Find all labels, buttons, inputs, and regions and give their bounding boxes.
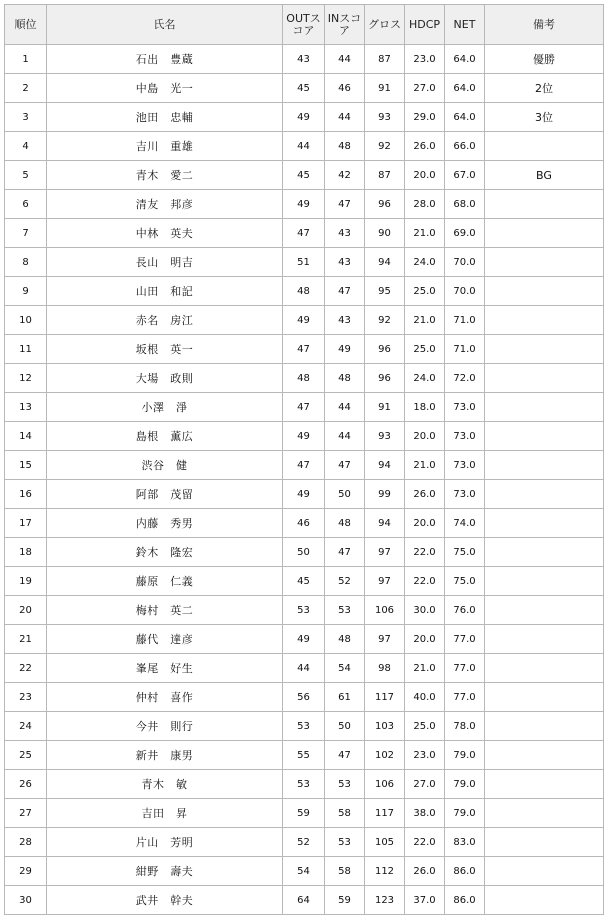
- notes-cell: [485, 712, 604, 741]
- rank-cell: 22: [5, 654, 47, 683]
- name-cell: 片山 芳明: [47, 828, 283, 857]
- name-cell: 吉川 重雄: [47, 132, 283, 161]
- net-cell: 77.0: [445, 625, 485, 654]
- gross-cell: 117: [365, 683, 405, 712]
- net-cell: 77.0: [445, 654, 485, 683]
- name-cell: 武井 幹夫: [47, 886, 283, 915]
- table-row: [5, 625, 604, 654]
- notes-cell: [485, 770, 604, 799]
- rank-cell: 7: [5, 219, 47, 248]
- hdcp-cell: 22.0: [405, 538, 445, 567]
- gross-cell: 97: [365, 538, 405, 567]
- in-score-cell: 47: [325, 451, 365, 480]
- net-cell: 73.0: [445, 393, 485, 422]
- out-score-cell: 45: [283, 161, 325, 190]
- in-score-cell: 47: [325, 538, 365, 567]
- table-row: [5, 45, 604, 74]
- out-score-cell: 44: [283, 132, 325, 161]
- gross-cell: 93: [365, 103, 405, 132]
- hdcp-cell: 21.0: [405, 654, 445, 683]
- hdcp-cell: 25.0: [405, 712, 445, 741]
- out-score-cell: 45: [283, 567, 325, 596]
- out-score-cell: 47: [283, 451, 325, 480]
- in-score-cell: 50: [325, 712, 365, 741]
- gross-cell: 94: [365, 451, 405, 480]
- rank-cell: 17: [5, 509, 47, 538]
- out-score-cell: 64: [283, 886, 325, 915]
- table-row: [5, 393, 604, 422]
- rank-cell: 12: [5, 364, 47, 393]
- name-cell: 島根 薫広: [47, 422, 283, 451]
- rank-cell: 5: [5, 161, 47, 190]
- gross-cell: 87: [365, 161, 405, 190]
- in-score-cell: 48: [325, 509, 365, 538]
- notes-cell: [485, 538, 604, 567]
- net-cell: 77.0: [445, 683, 485, 712]
- header-row: [5, 5, 604, 45]
- gross-cell: 112: [365, 857, 405, 886]
- table-row: [5, 219, 604, 248]
- net-cell: 74.0: [445, 509, 485, 538]
- table-row: [5, 277, 604, 306]
- gross-cell: 96: [365, 364, 405, 393]
- gross-cell: 94: [365, 509, 405, 538]
- name-cell: 鈴木 隆宏: [47, 538, 283, 567]
- gross-cell: 117: [365, 799, 405, 828]
- hdcp-cell: 25.0: [405, 335, 445, 364]
- name-cell: 阿部 茂留: [47, 480, 283, 509]
- in-score-cell: 58: [325, 799, 365, 828]
- out-score-cell: 50: [283, 538, 325, 567]
- rank-cell: 18: [5, 538, 47, 567]
- table-row: [5, 480, 604, 509]
- notes-cell: [485, 219, 604, 248]
- notes-cell: BG: [485, 161, 604, 190]
- results-body: [5, 45, 604, 915]
- hdcp-cell: 22.0: [405, 567, 445, 596]
- table-row: [5, 770, 604, 799]
- gross-cell: 95: [365, 277, 405, 306]
- out-score-cell: 59: [283, 799, 325, 828]
- rank-cell: 24: [5, 712, 47, 741]
- name-cell: 清友 邦彦: [47, 190, 283, 219]
- hdcp-cell: 21.0: [405, 306, 445, 335]
- net-cell: 79.0: [445, 741, 485, 770]
- in-score-cell: 46: [325, 74, 365, 103]
- in-score-cell: 48: [325, 132, 365, 161]
- net-cell: 73.0: [445, 422, 485, 451]
- rank-cell: 27: [5, 799, 47, 828]
- notes-cell: [485, 509, 604, 538]
- table-row: [5, 422, 604, 451]
- out-score-cell: 47: [283, 219, 325, 248]
- out-score-cell: 52: [283, 828, 325, 857]
- results-table: [4, 4, 604, 915]
- in-score-cell: 53: [325, 828, 365, 857]
- notes-cell: [485, 248, 604, 277]
- hdcp-cell: 24.0: [405, 364, 445, 393]
- notes-cell: [485, 364, 604, 393]
- out-score-cell: 46: [283, 509, 325, 538]
- name-cell: 長山 明吉: [47, 248, 283, 277]
- table-row: [5, 132, 604, 161]
- hdcp-cell: 24.0: [405, 248, 445, 277]
- net-cell: 71.0: [445, 306, 485, 335]
- gross-cell: 99: [365, 480, 405, 509]
- notes-cell: [485, 306, 604, 335]
- name-cell: 新井 康男: [47, 741, 283, 770]
- rank-cell: 23: [5, 683, 47, 712]
- rank-cell: 11: [5, 335, 47, 364]
- out-score-cell: 51: [283, 248, 325, 277]
- in-score-cell: 44: [325, 393, 365, 422]
- table-row: [5, 828, 604, 857]
- hdcp-cell: 29.0: [405, 103, 445, 132]
- net-cell: 66.0: [445, 132, 485, 161]
- gross-cell: 92: [365, 132, 405, 161]
- hdcp-cell: 22.0: [405, 828, 445, 857]
- in-score-cell: 47: [325, 741, 365, 770]
- table-row: [5, 364, 604, 393]
- gross-cell: 102: [365, 741, 405, 770]
- net-cell: 76.0: [445, 596, 485, 625]
- hdcp-cell: 28.0: [405, 190, 445, 219]
- gross-cell: 97: [365, 625, 405, 654]
- in-score-cell: 49: [325, 335, 365, 364]
- out-score-cell: 49: [283, 190, 325, 219]
- in-score-cell: 48: [325, 364, 365, 393]
- out-score-cell: 55: [283, 741, 325, 770]
- out-score-cell: 49: [283, 306, 325, 335]
- rank-cell: 15: [5, 451, 47, 480]
- table-row: [5, 248, 604, 277]
- net-cell: 86.0: [445, 857, 485, 886]
- rank-cell: 2: [5, 74, 47, 103]
- table-row: [5, 103, 604, 132]
- name-cell: 紺野 壽夫: [47, 857, 283, 886]
- in-score-cell: 42: [325, 161, 365, 190]
- table-row: [5, 567, 604, 596]
- name-cell: 中林 英夫: [47, 219, 283, 248]
- net-cell: 72.0: [445, 364, 485, 393]
- notes-cell: [485, 799, 604, 828]
- gross-cell: 98: [365, 654, 405, 683]
- out-score-cell: 54: [283, 857, 325, 886]
- net-cell: 73.0: [445, 480, 485, 509]
- rank-cell: 3: [5, 103, 47, 132]
- hdcp-cell: 27.0: [405, 74, 445, 103]
- out-score-cell: 53: [283, 596, 325, 625]
- in-score-cell: 43: [325, 248, 365, 277]
- header-net: NET: [445, 5, 485, 45]
- header-out-score: OUTスコア: [283, 5, 325, 45]
- rank-cell: 14: [5, 422, 47, 451]
- name-cell: 藤代 達彦: [47, 625, 283, 654]
- table-row: [5, 74, 604, 103]
- gross-cell: 87: [365, 45, 405, 74]
- net-cell: 83.0: [445, 828, 485, 857]
- in-score-cell: 61: [325, 683, 365, 712]
- name-cell: 中島 光一: [47, 74, 283, 103]
- name-cell: 青木 愛二: [47, 161, 283, 190]
- out-score-cell: 49: [283, 422, 325, 451]
- notes-cell: [485, 422, 604, 451]
- hdcp-cell: 25.0: [405, 277, 445, 306]
- name-cell: 大場 政則: [47, 364, 283, 393]
- out-score-cell: 47: [283, 335, 325, 364]
- rank-cell: 9: [5, 277, 47, 306]
- name-cell: 山田 和記: [47, 277, 283, 306]
- name-cell: 渋谷 健: [47, 451, 283, 480]
- net-cell: 73.0: [445, 451, 485, 480]
- hdcp-cell: 21.0: [405, 219, 445, 248]
- out-score-cell: 43: [283, 45, 325, 74]
- notes-cell: [485, 190, 604, 219]
- notes-cell: 2位: [485, 74, 604, 103]
- gross-cell: 94: [365, 248, 405, 277]
- notes-cell: 3位: [485, 103, 604, 132]
- hdcp-cell: 20.0: [405, 422, 445, 451]
- rank-cell: 8: [5, 248, 47, 277]
- notes-cell: [485, 335, 604, 364]
- notes-cell: [485, 625, 604, 654]
- net-cell: 64.0: [445, 103, 485, 132]
- in-score-cell: 47: [325, 277, 365, 306]
- net-cell: 79.0: [445, 770, 485, 799]
- rank-cell: 21: [5, 625, 47, 654]
- notes-cell: [485, 741, 604, 770]
- out-score-cell: 49: [283, 103, 325, 132]
- name-cell: 藤原 仁義: [47, 567, 283, 596]
- header-in-score: INスコア: [325, 5, 365, 45]
- rank-cell: 20: [5, 596, 47, 625]
- notes-cell: [485, 480, 604, 509]
- rank-cell: 13: [5, 393, 47, 422]
- hdcp-cell: 21.0: [405, 451, 445, 480]
- rank-cell: 26: [5, 770, 47, 799]
- gross-cell: 96: [365, 335, 405, 364]
- hdcp-cell: 27.0: [405, 770, 445, 799]
- hdcp-cell: 26.0: [405, 480, 445, 509]
- rank-cell: 6: [5, 190, 47, 219]
- rank-cell: 30: [5, 886, 47, 915]
- notes-cell: [485, 683, 604, 712]
- in-score-cell: 54: [325, 654, 365, 683]
- rank-cell: 19: [5, 567, 47, 596]
- gross-cell: 123: [365, 886, 405, 915]
- in-score-cell: 58: [325, 857, 365, 886]
- rank-cell: 29: [5, 857, 47, 886]
- hdcp-cell: 23.0: [405, 741, 445, 770]
- out-score-cell: 48: [283, 364, 325, 393]
- out-score-cell: 48: [283, 277, 325, 306]
- table-row: [5, 596, 604, 625]
- name-cell: 仲村 喜作: [47, 683, 283, 712]
- net-cell: 70.0: [445, 277, 485, 306]
- hdcp-cell: 20.0: [405, 509, 445, 538]
- header-notes: 備考: [485, 5, 604, 45]
- out-score-cell: 53: [283, 770, 325, 799]
- hdcp-cell: 23.0: [405, 45, 445, 74]
- net-cell: 70.0: [445, 248, 485, 277]
- name-cell: 吉田 昇: [47, 799, 283, 828]
- table-row: [5, 190, 604, 219]
- hdcp-cell: 26.0: [405, 132, 445, 161]
- rank-cell: 1: [5, 45, 47, 74]
- in-score-cell: 44: [325, 422, 365, 451]
- in-score-cell: 44: [325, 45, 365, 74]
- rank-cell: 4: [5, 132, 47, 161]
- gross-cell: 105: [365, 828, 405, 857]
- net-cell: 68.0: [445, 190, 485, 219]
- net-cell: 78.0: [445, 712, 485, 741]
- gross-cell: 106: [365, 770, 405, 799]
- gross-cell: 92: [365, 306, 405, 335]
- rank-cell: 10: [5, 306, 47, 335]
- table-row: [5, 683, 604, 712]
- gross-cell: 96: [365, 190, 405, 219]
- net-cell: 67.0: [445, 161, 485, 190]
- out-score-cell: 49: [283, 480, 325, 509]
- notes-cell: [485, 393, 604, 422]
- gross-cell: 90: [365, 219, 405, 248]
- notes-cell: [485, 596, 604, 625]
- hdcp-cell: 40.0: [405, 683, 445, 712]
- header-rank: 順位: [5, 5, 47, 45]
- in-score-cell: 59: [325, 886, 365, 915]
- name-cell: 小澤 淨: [47, 393, 283, 422]
- net-cell: 64.0: [445, 74, 485, 103]
- net-cell: 75.0: [445, 567, 485, 596]
- name-cell: 石出 豊蔵: [47, 45, 283, 74]
- name-cell: 青木 敏: [47, 770, 283, 799]
- in-score-cell: 43: [325, 219, 365, 248]
- table-row: [5, 799, 604, 828]
- notes-cell: [485, 828, 604, 857]
- name-cell: 梅村 英二: [47, 596, 283, 625]
- header-name: 氏名: [47, 5, 283, 45]
- table-row: [5, 857, 604, 886]
- table-row: [5, 335, 604, 364]
- gross-cell: 97: [365, 567, 405, 596]
- net-cell: 71.0: [445, 335, 485, 364]
- notes-cell: [485, 567, 604, 596]
- notes-cell: [485, 132, 604, 161]
- table-row: [5, 306, 604, 335]
- hdcp-cell: 20.0: [405, 625, 445, 654]
- in-score-cell: 48: [325, 625, 365, 654]
- name-cell: 池田 忠輔: [47, 103, 283, 132]
- rank-cell: 25: [5, 741, 47, 770]
- gross-cell: 91: [365, 74, 405, 103]
- notes-cell: [485, 654, 604, 683]
- in-score-cell: 52: [325, 567, 365, 596]
- table-row: [5, 712, 604, 741]
- out-score-cell: 53: [283, 712, 325, 741]
- hdcp-cell: 38.0: [405, 799, 445, 828]
- name-cell: 内藤 秀男: [47, 509, 283, 538]
- net-cell: 64.0: [445, 45, 485, 74]
- in-score-cell: 43: [325, 306, 365, 335]
- notes-cell: [485, 451, 604, 480]
- gross-cell: 91: [365, 393, 405, 422]
- gross-cell: 93: [365, 422, 405, 451]
- in-score-cell: 47: [325, 190, 365, 219]
- table-row: [5, 654, 604, 683]
- out-score-cell: 47: [283, 393, 325, 422]
- table-row: [5, 538, 604, 567]
- table-row: [5, 451, 604, 480]
- gross-cell: 106: [365, 596, 405, 625]
- net-cell: 75.0: [445, 538, 485, 567]
- in-score-cell: 53: [325, 596, 365, 625]
- net-cell: 86.0: [445, 886, 485, 915]
- rank-cell: 28: [5, 828, 47, 857]
- in-score-cell: 50: [325, 480, 365, 509]
- name-cell: 今井 則行: [47, 712, 283, 741]
- notes-cell: [485, 857, 604, 886]
- gross-cell: 103: [365, 712, 405, 741]
- notes-cell: [485, 886, 604, 915]
- hdcp-cell: 30.0: [405, 596, 445, 625]
- name-cell: 坂根 英一: [47, 335, 283, 364]
- out-score-cell: 45: [283, 74, 325, 103]
- net-cell: 69.0: [445, 219, 485, 248]
- notes-cell: [485, 277, 604, 306]
- out-score-cell: 44: [283, 654, 325, 683]
- rank-cell: 16: [5, 480, 47, 509]
- name-cell: 赤名 房江: [47, 306, 283, 335]
- hdcp-cell: 20.0: [405, 161, 445, 190]
- header-hdcp: HDCP: [405, 5, 445, 45]
- out-score-cell: 49: [283, 625, 325, 654]
- table-row: [5, 886, 604, 915]
- in-score-cell: 53: [325, 770, 365, 799]
- header-gross: グロス: [365, 5, 405, 45]
- table-row: [5, 161, 604, 190]
- table-row: [5, 509, 604, 538]
- in-score-cell: 44: [325, 103, 365, 132]
- notes-cell: 優勝: [485, 45, 604, 74]
- hdcp-cell: 26.0: [405, 857, 445, 886]
- net-cell: 79.0: [445, 799, 485, 828]
- hdcp-cell: 37.0: [405, 886, 445, 915]
- table-row: [5, 741, 604, 770]
- hdcp-cell: 18.0: [405, 393, 445, 422]
- out-score-cell: 56: [283, 683, 325, 712]
- name-cell: 峯尾 好生: [47, 654, 283, 683]
